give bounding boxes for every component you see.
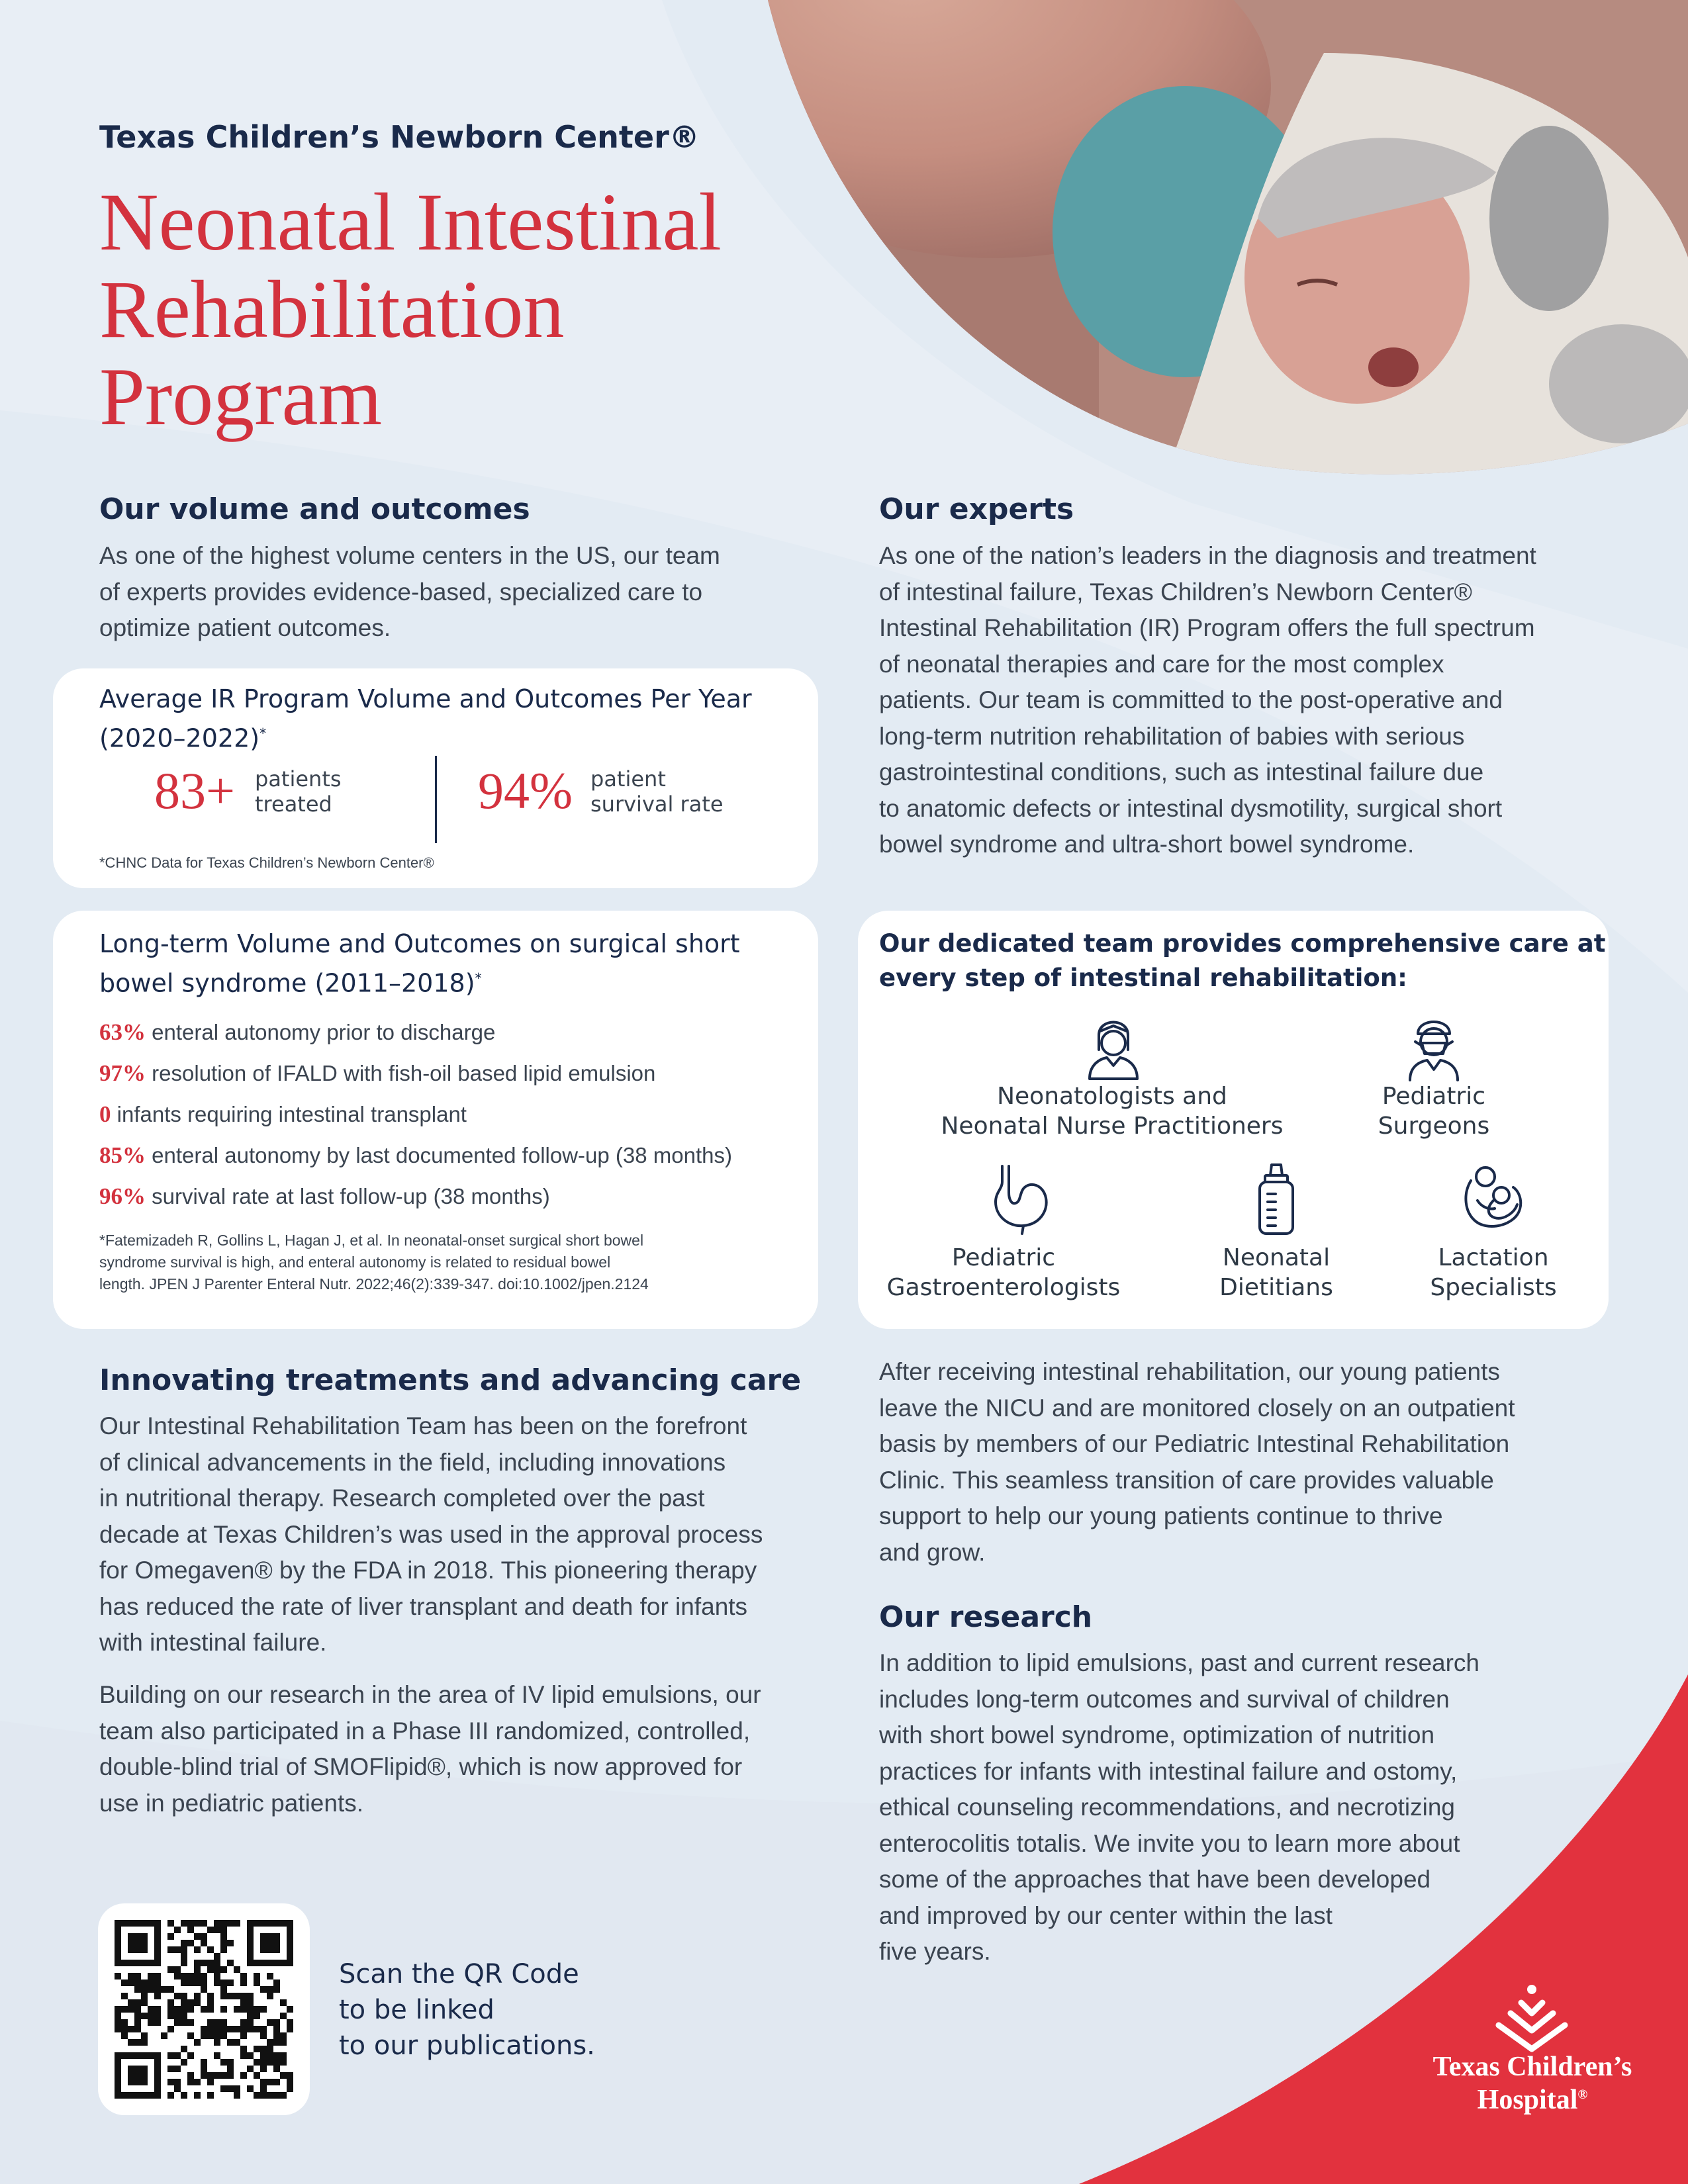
team-card: [858, 911, 1609, 1329]
team-label-surgeons: [1335, 1081, 1533, 1141]
text-line: Building on our research in the area of IV lipid emulsions, our: [99, 1681, 761, 1708]
text-line: includes long-term outcomes and survival of children: [879, 1685, 1450, 1713]
research-heading: Our research: [879, 1600, 1093, 1634]
citation-line: syndrome survival is high, and enteral autonomy is related to residual bowel: [99, 1253, 611, 1271]
footnote-mark: *: [259, 725, 267, 741]
text-line: gastrointestinal conditions, such as intestinal failure due: [879, 758, 1484, 786]
text-line: Intestinal Rehabilitation (IR) Program offers the full spectrum: [879, 614, 1535, 641]
aftercare-paragraph: [879, 1354, 1515, 1570]
title-line: bowel syndrome (2011–2018): [99, 968, 475, 998]
label-line: Lactation: [1438, 1244, 1549, 1271]
longterm-card-title: [99, 927, 740, 1001]
stats-card-title: [99, 682, 752, 756]
stat-label-patients: [255, 766, 342, 817]
title-line: Average IR Program Volume and Outcomes Per Year: [99, 684, 752, 713]
text-line: team also participated in a Phase III randomized, controlled,: [99, 1717, 751, 1745]
label-line: Dietitians: [1219, 1274, 1333, 1301]
outcomes-list: [99, 1012, 732, 1217]
item-value: 85%: [99, 1142, 146, 1168]
logo-line: Hospital: [1477, 2085, 1578, 2115]
text-line: leave the NICU and are monitored closely on an outpatient: [879, 1394, 1515, 1422]
item-value: 97%: [99, 1060, 146, 1086]
text-line: and grow.: [879, 1538, 986, 1566]
list-item: [99, 1135, 732, 1176]
list-item: [99, 1094, 732, 1135]
item-value: 0: [99, 1101, 111, 1127]
volume-intro: [99, 538, 720, 647]
caption-line: to our publications.: [339, 2030, 595, 2061]
text-line: long-term nutrition rehabilitation of babies with serious: [879, 722, 1465, 750]
caption-line: to be linked: [339, 1995, 494, 2025]
caption-line: Scan the QR Code: [339, 1959, 579, 1989]
text-line: enterocolitis totalis. We invite you to learn more about: [879, 1829, 1460, 1857]
text-line: use in pediatric patients.: [99, 1789, 364, 1817]
text-line: patients. Our team is committed to the post-operative and: [879, 686, 1503, 713]
team-card-title: [879, 927, 1605, 995]
label-line: Gastroenterologists: [886, 1274, 1121, 1301]
experts-heading: Our experts: [879, 492, 1074, 526]
registered-mark: ®: [1577, 2087, 1588, 2102]
qr-card: [98, 1903, 310, 2115]
team-label-gastroenterologists: [871, 1243, 1136, 1302]
label-line: survival rate: [590, 792, 724, 817]
text-line: In addition to lipid emulsions, past and current research: [879, 1649, 1480, 1676]
experts-paragraph: [879, 538, 1536, 863]
text-line: practices for infants with intestinal failure and ostomy,: [879, 1757, 1458, 1785]
item-text: survival rate at last follow-up (38 months): [152, 1184, 550, 1208]
text-line: of neonatal therapies and care for the most complex: [879, 650, 1444, 678]
surgeon-icon: [1401, 1010, 1467, 1083]
text-line: basis by members of our Pediatric Intestinal Rehabilitation: [879, 1430, 1510, 1457]
innovating-heading: Innovating treatments and advancing care: [99, 1363, 802, 1397]
item-text: enteral autonomy prior to discharge: [152, 1020, 496, 1044]
footnote-mark: *: [475, 970, 482, 986]
innovating-paragraph-2: [99, 1677, 761, 1821]
team-label-neonatologists: [914, 1081, 1311, 1141]
team-label-dietitians: [1177, 1243, 1376, 1302]
stat-value-patients: 83+: [154, 762, 235, 819]
qr-caption: [339, 1956, 595, 2064]
label-line: Specialists: [1430, 1274, 1557, 1301]
center-name: Texas Children’s Newborn Center®: [99, 119, 700, 155]
title-line: Neonatal Intestinal: [99, 177, 722, 267]
list-item: [99, 1176, 732, 1217]
title-line: Rehabilitation: [99, 264, 565, 355]
label-line: Neonatal: [1222, 1244, 1331, 1271]
text-line: with short bowel syndrome, optimization of nutrition: [879, 1721, 1435, 1749]
hospital-logo[interactable]: [1423, 2053, 1642, 2114]
citation: [99, 1230, 649, 1295]
item-text: resolution of IFALD with fish-oil based lipid emulsion: [152, 1061, 656, 1085]
program-title: [99, 179, 722, 441]
item-value: 63%: [99, 1019, 146, 1045]
label-line: Neonatal Nurse Practitioners: [941, 1113, 1284, 1140]
text-line: Clinic. This seamless transition of care provides valuable: [879, 1466, 1494, 1494]
label-line: patient: [590, 766, 666, 792]
text-line: bowel syndrome and ultra-short bowel syndrome.: [879, 831, 1415, 858]
text-line: After receiving intestinal rehabilitation, our young patients: [879, 1358, 1500, 1385]
item-text: infants requiring intestinal transplant: [117, 1102, 467, 1126]
text-line: has reduced the rate of liver transplant and death for infants: [99, 1592, 748, 1620]
label-line: Pediatric: [1382, 1083, 1486, 1110]
list-item: [99, 1053, 732, 1094]
text-line: optimize patient outcomes.: [99, 614, 391, 641]
hospital-logo-icon: [1492, 1983, 1571, 2054]
citation-line: length. JPEN J Parenter Enteral Nutr. 2022;46(2):339-347. doi:10.1002/jpen.2124: [99, 1275, 649, 1293]
text-line: in nutritional therapy. Research completed over the past: [99, 1484, 705, 1512]
text-line: of experts provides evidence-based, specialized care to: [99, 578, 703, 606]
title-line: every step of intestinal rehabilitation:: [879, 964, 1407, 992]
text-line: double-blind trial of SMOFlipid®, which is now approved for: [99, 1753, 743, 1780]
volume-heading: Our volume and outcomes: [99, 492, 530, 526]
text-line: support to help our young patients continue to thrive: [879, 1502, 1443, 1529]
stats-card: [53, 668, 818, 888]
text-line: five years.: [879, 1938, 991, 1965]
text-line: As one of the highest volume centers in the US, our team: [99, 542, 720, 569]
stat-value-survival: 94%: [478, 762, 573, 819]
longterm-card: [53, 911, 818, 1329]
title-line: (2020–2022): [99, 723, 260, 753]
label-line: Pediatric: [951, 1244, 1056, 1271]
lactation-icon: [1458, 1161, 1530, 1234]
research-paragraph: [879, 1645, 1479, 1970]
text-line: for Omegaven® by the FDA in 2018. This pioneering therapy: [99, 1557, 757, 1584]
logo-line: Texas Children’s: [1432, 2052, 1632, 2082]
qr-code[interactable]: [115, 1920, 293, 2099]
label-line: Surgeons: [1378, 1113, 1490, 1140]
nurse-icon: [1080, 1009, 1147, 1081]
text-line: and improved by our center within the last: [879, 1901, 1333, 1929]
stats-footnote: *CHNC Data for Texas Children’s Newborn Center®: [99, 854, 434, 871]
baby-bottle-icon: [1253, 1161, 1299, 1236]
text-line: decade at Texas Children’s was used in the approval process: [99, 1520, 763, 1548]
text-line: some of the approaches that have been developed: [879, 1866, 1431, 1893]
stat-divider: [435, 756, 437, 843]
team-label-lactation: [1394, 1243, 1593, 1302]
title-line: Long-term Volume and Outcomes on surgical short: [99, 929, 740, 958]
citation-line: *Fatemizadeh R, Gollins L, Hagan J, et al. In neonatal-onset surgical short bowel: [99, 1232, 644, 1249]
title-line: Program: [99, 351, 383, 442]
text-line: As one of the nation’s leaders in the diagnosis and treatment: [879, 542, 1536, 569]
label-line: Neonatologists and: [997, 1083, 1227, 1110]
title-line: Our dedicated team provides comprehensive care at: [879, 929, 1606, 958]
item-value: 96%: [99, 1183, 146, 1209]
stomach-icon: [982, 1162, 1055, 1235]
text-line: of clinical advancements in the field, including innovations: [99, 1448, 726, 1476]
text-line: ethical counseling recommendations, and necrotizing: [879, 1794, 1456, 1821]
text-line: of intestinal failure, Texas Children’s Newborn Center®: [879, 578, 1472, 606]
text-line: to anatomic defects or intestinal dysmotility, surgical short: [879, 794, 1503, 822]
list-item: [99, 1012, 732, 1053]
innovating-paragraph-1: [99, 1408, 763, 1661]
label-line: patients: [255, 766, 342, 792]
stat-label-survival: [590, 766, 724, 817]
text-line: Our Intestinal Rehabilitation Team has been on the forefront: [99, 1412, 747, 1439]
item-text: enteral autonomy by last documented follow-up (38 months): [152, 1143, 732, 1167]
text-line: with intestinal failure.: [99, 1629, 327, 1656]
label-line: treated: [255, 792, 332, 817]
